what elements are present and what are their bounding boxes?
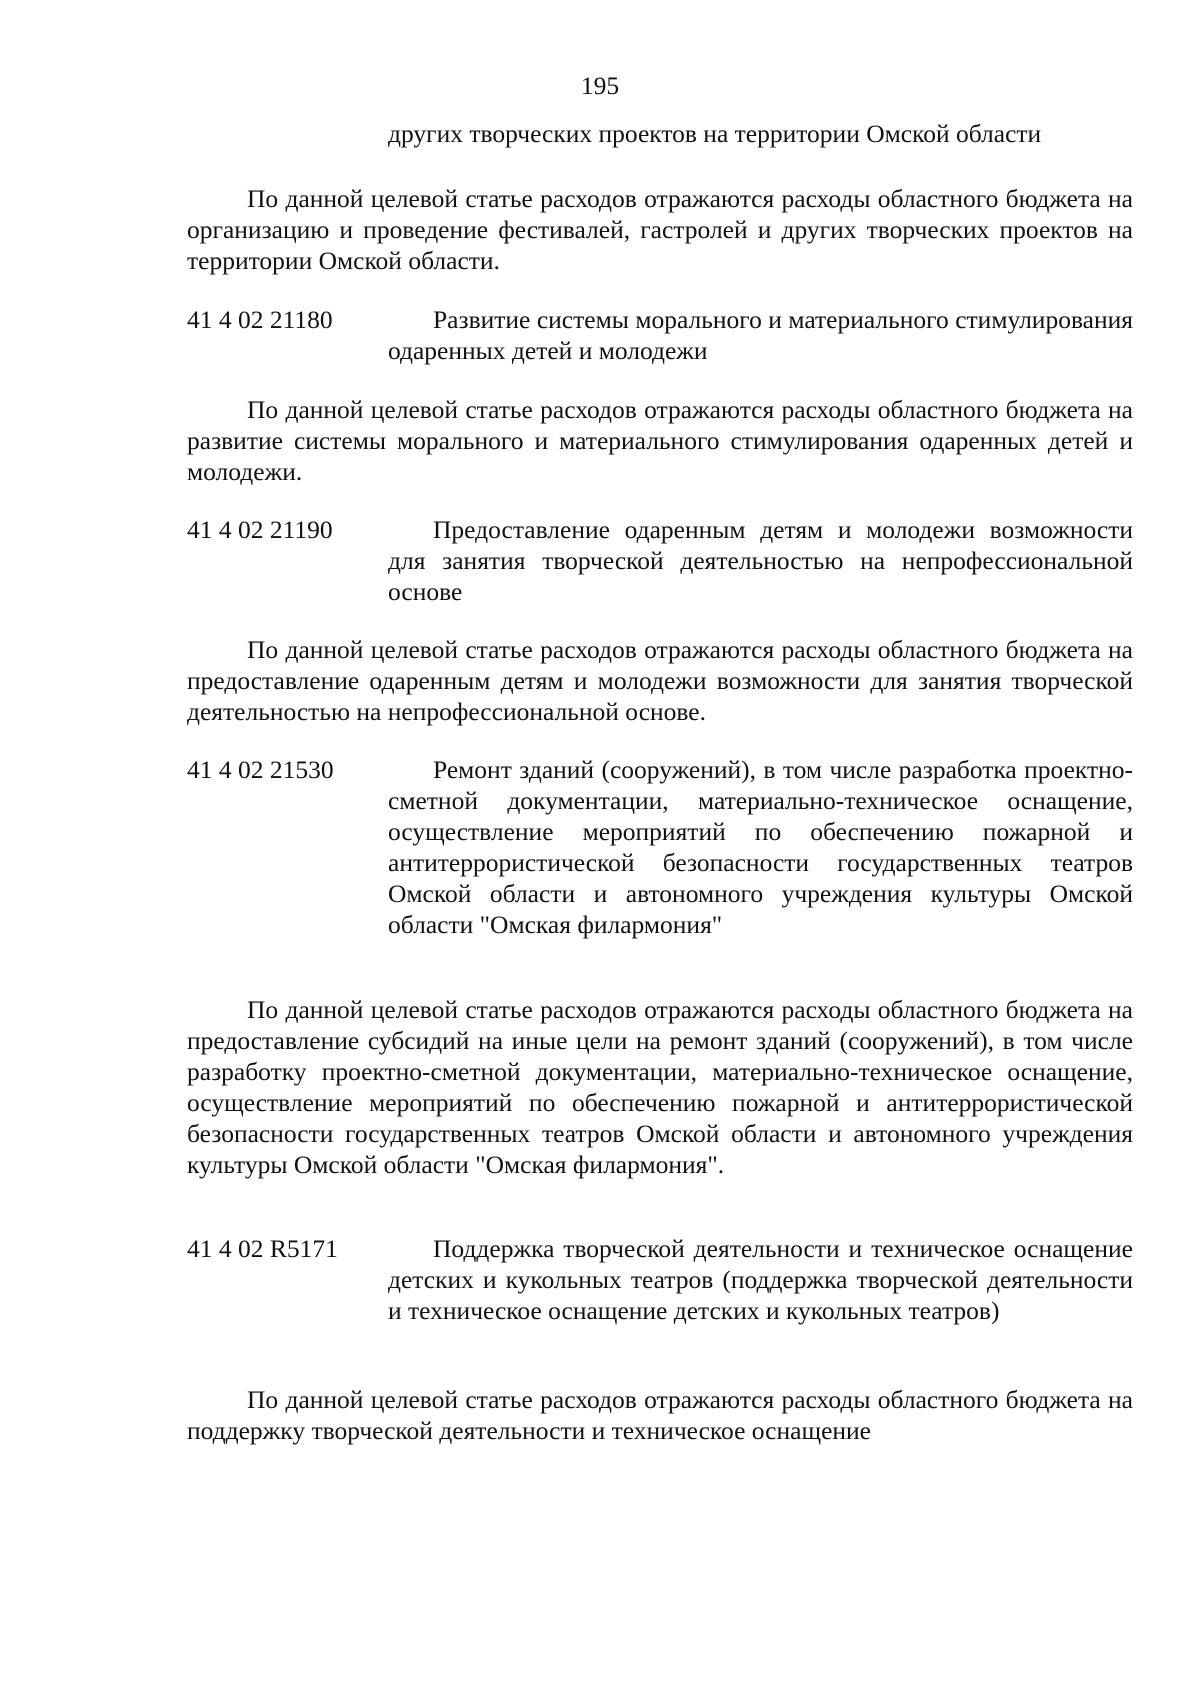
paragraph-description: По данной целевой статье расходов отражаются расходы областного бюджета на организацию и проведение фестивалей, гастролей и других творческих проектов на территории Омской области. xyxy=(187,184,1133,275)
budget-entry xyxy=(187,1233,1133,1326)
entry-code: 41 4 02 21530 xyxy=(187,755,334,784)
entry-title: Поддержка творческой деятельности и техническое оснащение детских и кукольных театров (поддержка творческой деятельности и техническое оснащение детских и кукольных театров) xyxy=(388,1234,1133,1325)
paragraph-description: По данной целевой статье расходов отражаются расходы областного бюджета на поддержку творческой деятельности и техническое оснащение xyxy=(187,1385,1133,1445)
budget-entry xyxy=(187,754,1133,940)
continued-heading: других творческих проектов на территории Омской области xyxy=(388,119,1042,148)
paragraph-description: По данной целевой статье расходов отражаются расходы областного бюджета на предоставление субсидий на иные цели на ремонт зданий (сооружений), в том числе разработку проектно-сметной документации, материально-техническое оснащение, осуществление мероприятий по обеспечению пожарной и антитеррористической безопасности государственных театров Омской области и автономного учреждения культуры Омской области "Омская филармония". xyxy=(187,995,1133,1179)
entry-title: Развитие системы морального и материального стимулирования одаренных детей и молодежи xyxy=(388,305,1133,365)
paragraph-description: По данной целевой статье расходов отражаются расходы областного бюджета на развитие системы морального и материального стимулирования одаренных детей и молодежи. xyxy=(187,395,1133,486)
entry-code: 41 4 02 21190 xyxy=(187,515,333,544)
entry-code: 41 4 02 21180 xyxy=(187,305,333,334)
paragraph-description: По данной целевой статье расходов отражаются расходы областного бюджета на предоставление одаренным детям и молодежи возможности для занятия творческой деятельностью на непрофессиональной основе. xyxy=(187,635,1133,726)
page-number: 195 xyxy=(580,71,620,100)
budget-entry xyxy=(187,514,1133,607)
budget-entry xyxy=(187,304,1133,366)
entry-title: Ремонт зданий (сооружений), в том числе разработка проектно-сметной документации, материально-техническое оснащение, осуществление мероприятий по обеспечению пожарной и антитеррористической безопасности государственных театров Омской области и автономного учреждения культуры Омской области "Омская филармония" xyxy=(388,755,1133,939)
entry-title: Предоставление одаренным детям и молодежи возможности для занятия творческой деятельностью на непрофессиональной основе xyxy=(388,515,1133,606)
entry-code: 41 4 02 R5171 xyxy=(187,1234,338,1263)
